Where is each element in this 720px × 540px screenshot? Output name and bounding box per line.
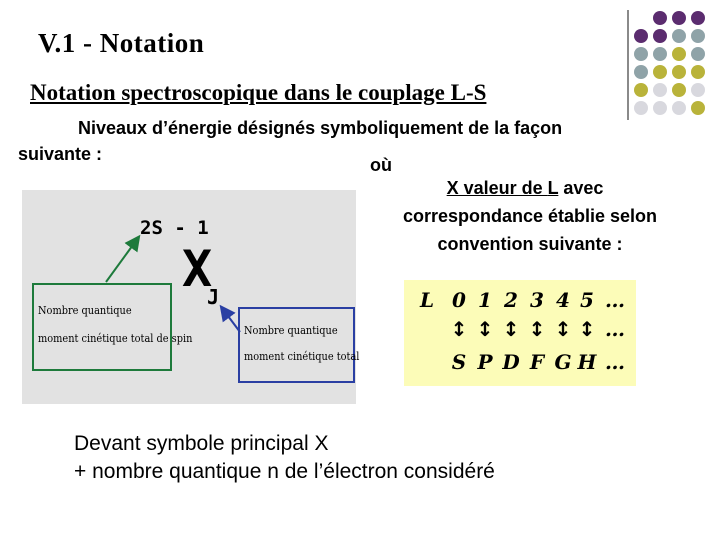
spin-arrow — [106, 238, 138, 282]
decor-dot — [653, 47, 667, 61]
decorative-vertical-line — [627, 10, 629, 120]
table-arrow: ↕ — [450, 317, 468, 341]
table-letter: S — [451, 350, 467, 374]
where-word: où — [370, 155, 392, 175]
table-arrow: … — [605, 317, 625, 341]
right-text-line-2: correspondance établie selon — [402, 206, 658, 226]
total-label-line-1: Nombre quantique — [244, 323, 338, 337]
table-l-value: 2 — [504, 288, 518, 312]
decor-dot — [691, 47, 705, 61]
term-symbol-figure — [22, 190, 360, 404]
table-letter: F — [529, 350, 545, 374]
spin-quantum-box — [32, 283, 193, 371]
decor-dot — [634, 29, 648, 43]
spin-label-line-2: moment cinétique total de spin — [38, 331, 193, 345]
decor-dot — [653, 11, 667, 25]
right-text-line-1 — [360, 178, 690, 199]
decor-dot — [634, 83, 648, 97]
decor-dot — [691, 101, 705, 115]
table-arrow: ↕ — [578, 317, 596, 341]
decor-dot — [653, 65, 667, 79]
table-l-value: … — [605, 288, 625, 312]
total-label-line-2: moment cinétique total — [244, 349, 360, 363]
bottom-text-line-2: + nombre quantique n de l’électron considéré — [74, 460, 495, 483]
decor-dot — [672, 29, 686, 43]
bottom-text-line-1: Devant symbole principal X — [74, 432, 329, 455]
decor-dot — [691, 11, 705, 25]
slide-title: V.1 - Notation — [38, 28, 205, 58]
with-text: avec — [558, 178, 604, 198]
slide-subtitle: Notation spectroscopique dans le couplage L-S — [30, 80, 487, 105]
decor-dot — [691, 83, 705, 97]
decor-dot — [634, 65, 648, 79]
table-l-value: 1 — [478, 288, 492, 312]
decor-dot — [691, 29, 705, 43]
decor-dot — [653, 83, 667, 97]
decor-dot — [634, 101, 648, 115]
table-l-value: 4 — [556, 288, 570, 312]
table-arrow: ↕ — [476, 317, 494, 341]
table-l-value: 5 — [580, 288, 594, 312]
l-letter: L — [547, 178, 559, 198]
exponent-text: 2S - 1 — [140, 217, 209, 239]
table-l-value: 0 — [452, 288, 466, 312]
decor-dot — [672, 47, 686, 61]
table-l-value: 3 — [530, 288, 544, 312]
paragraph-line-2: suivante : — [18, 144, 103, 164]
decor-dot — [672, 11, 686, 25]
decor-dot — [653, 29, 667, 43]
spin-label-line-1: Nombre quantique — [38, 303, 132, 317]
paragraph-line-1: Niveaux d’énergie désignés symboliquement de la façon — [78, 118, 563, 138]
decor-dot — [691, 65, 705, 79]
decor-dot — [672, 65, 686, 79]
decor-dot — [672, 83, 686, 97]
right-text-line-3: convention suivante : — [437, 234, 623, 254]
symbol-x: X — [182, 240, 213, 298]
decor-dot — [653, 101, 667, 115]
total-quantum-box — [238, 307, 360, 383]
table-letter: … — [605, 350, 625, 374]
table-arrow: ↕ — [502, 317, 520, 341]
decor-dot — [672, 101, 686, 115]
table-letter: D — [502, 350, 520, 374]
subscript-j: J — [207, 285, 220, 309]
table-arrow: ↕ — [528, 317, 546, 341]
table-l-value: L — [419, 288, 435, 312]
table-arrow: ↕ — [554, 317, 572, 341]
table-letter: P — [477, 350, 493, 374]
table-letter: G — [554, 350, 572, 374]
x-value-text: X valeur de — [446, 178, 548, 198]
convention-table — [404, 280, 636, 386]
table-letter: H — [577, 350, 597, 374]
decor-dot — [634, 47, 648, 61]
